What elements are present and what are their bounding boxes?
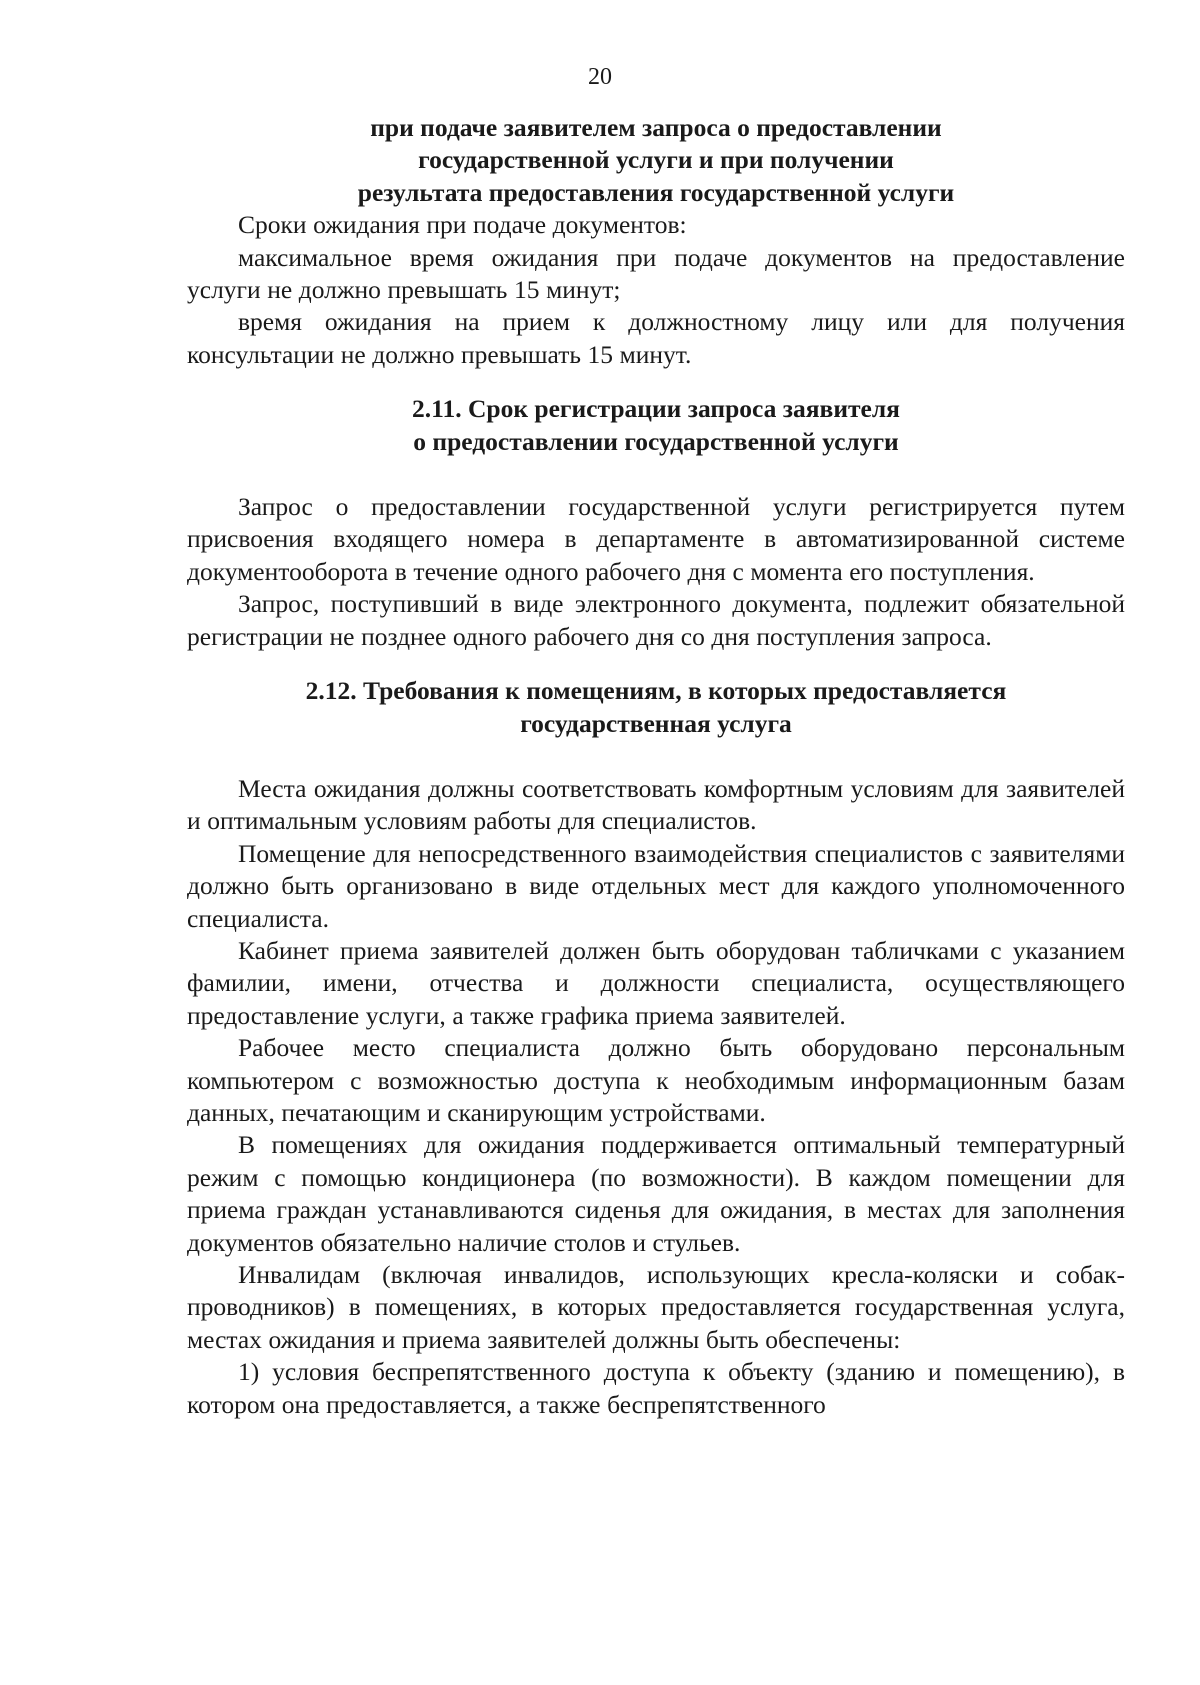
section-2-12-heading bbox=[187, 675, 1125, 740]
heading-line: 2.12. Требования к помещениям, в которых предоставляется bbox=[305, 676, 1007, 706]
section-2-11-body bbox=[187, 491, 1125, 653]
paragraph: Запрос, поступивший в виде электронного документа, подлежит обязательной регистрации не позднее одного рабочего дня со дня поступления запроса. bbox=[187, 589, 1125, 651]
spacer bbox=[187, 740, 1125, 773]
paragraph: Рабочее место специалиста должно быть оборудовано персональным компьютером с возможностью доступа к необходимым информационным базам данных, печатающим и сканирующим устройствами. bbox=[187, 1033, 1125, 1127]
paragraph: Помещение для непосредственного взаимодействия специалистов с заявителями должно быть организовано в виде отдельных мест для каждого уполномоченного специалиста. bbox=[187, 838, 1125, 933]
page-number: 20 bbox=[588, 64, 612, 90]
spacer bbox=[187, 653, 1125, 675]
section-2-11-heading bbox=[187, 393, 1125, 458]
waiting-times-section bbox=[187, 209, 1125, 371]
paragraph: максимальное время ожидания при подаче документов на предоставление услуги не должно превышать 15 минут; bbox=[187, 242, 1125, 305]
spacer bbox=[187, 371, 1125, 393]
paragraph: время ожидания на прием к должностному лицу или для получения консультации не должно превышать 15 минут. bbox=[187, 307, 1125, 369]
paragraph: Кабинет приема заявителей должен быть оборудован табличками с указанием фамилии, имени, отчества и должности специалиста, осуществляющего предоставление услуги, а также графика приема заявителей. bbox=[187, 935, 1125, 1030]
document-body bbox=[187, 112, 1125, 1421]
paragraph: Места ожидания должны соответствовать комфортным условиям для заявителей и оптимальным условиям работы для специалистов. bbox=[187, 773, 1125, 836]
heading-line: о предоставлении государственной услуги bbox=[413, 426, 899, 456]
continued-heading bbox=[187, 112, 1125, 209]
paragraph: Запрос о предоставлении государственной услуги регистрируется путем присвоения входящего номера в департаменте в автоматизированной системе документооборота в течение одного рабочего дня с момента его поступления. bbox=[187, 492, 1125, 586]
heading-line: 2.11. Срок регистрации запроса заявителя bbox=[412, 394, 900, 424]
section-2-12-body bbox=[187, 773, 1125, 1421]
heading-line: при подаче заявителем запроса о предоставлении bbox=[370, 113, 942, 142]
heading-line: результата предоставления государственной услуги bbox=[357, 177, 955, 207]
paragraph: 1) условия беспрепятственного доступа к объекту (зданию и помещению), в котором она предоставляется, а также беспрепятственного bbox=[187, 1357, 1125, 1419]
paragraph: В помещениях для ожидания поддерживается оптимальный температурный режим с помощью кондиционера (по возможности). В каждом помещении для приема граждан устанавливаются сиденья для ожидания, в местах для заполнения документов обязательно наличие столов и стульев. bbox=[187, 1130, 1125, 1257]
paragraph: Сроки ожидания при подаче документов: bbox=[238, 210, 687, 240]
spacer bbox=[187, 458, 1125, 491]
paragraph: Инвалидам (включая инвалидов, использующих кресла-коляски и собак-проводников) в помещениях, в которых предоставляется государственная услуга, местах ожидания и приема заявителей должны быть обеспечены: bbox=[187, 1260, 1125, 1354]
heading-line: государственная услуга bbox=[520, 708, 792, 738]
heading-line: государственной услуги и при получении bbox=[418, 145, 894, 175]
